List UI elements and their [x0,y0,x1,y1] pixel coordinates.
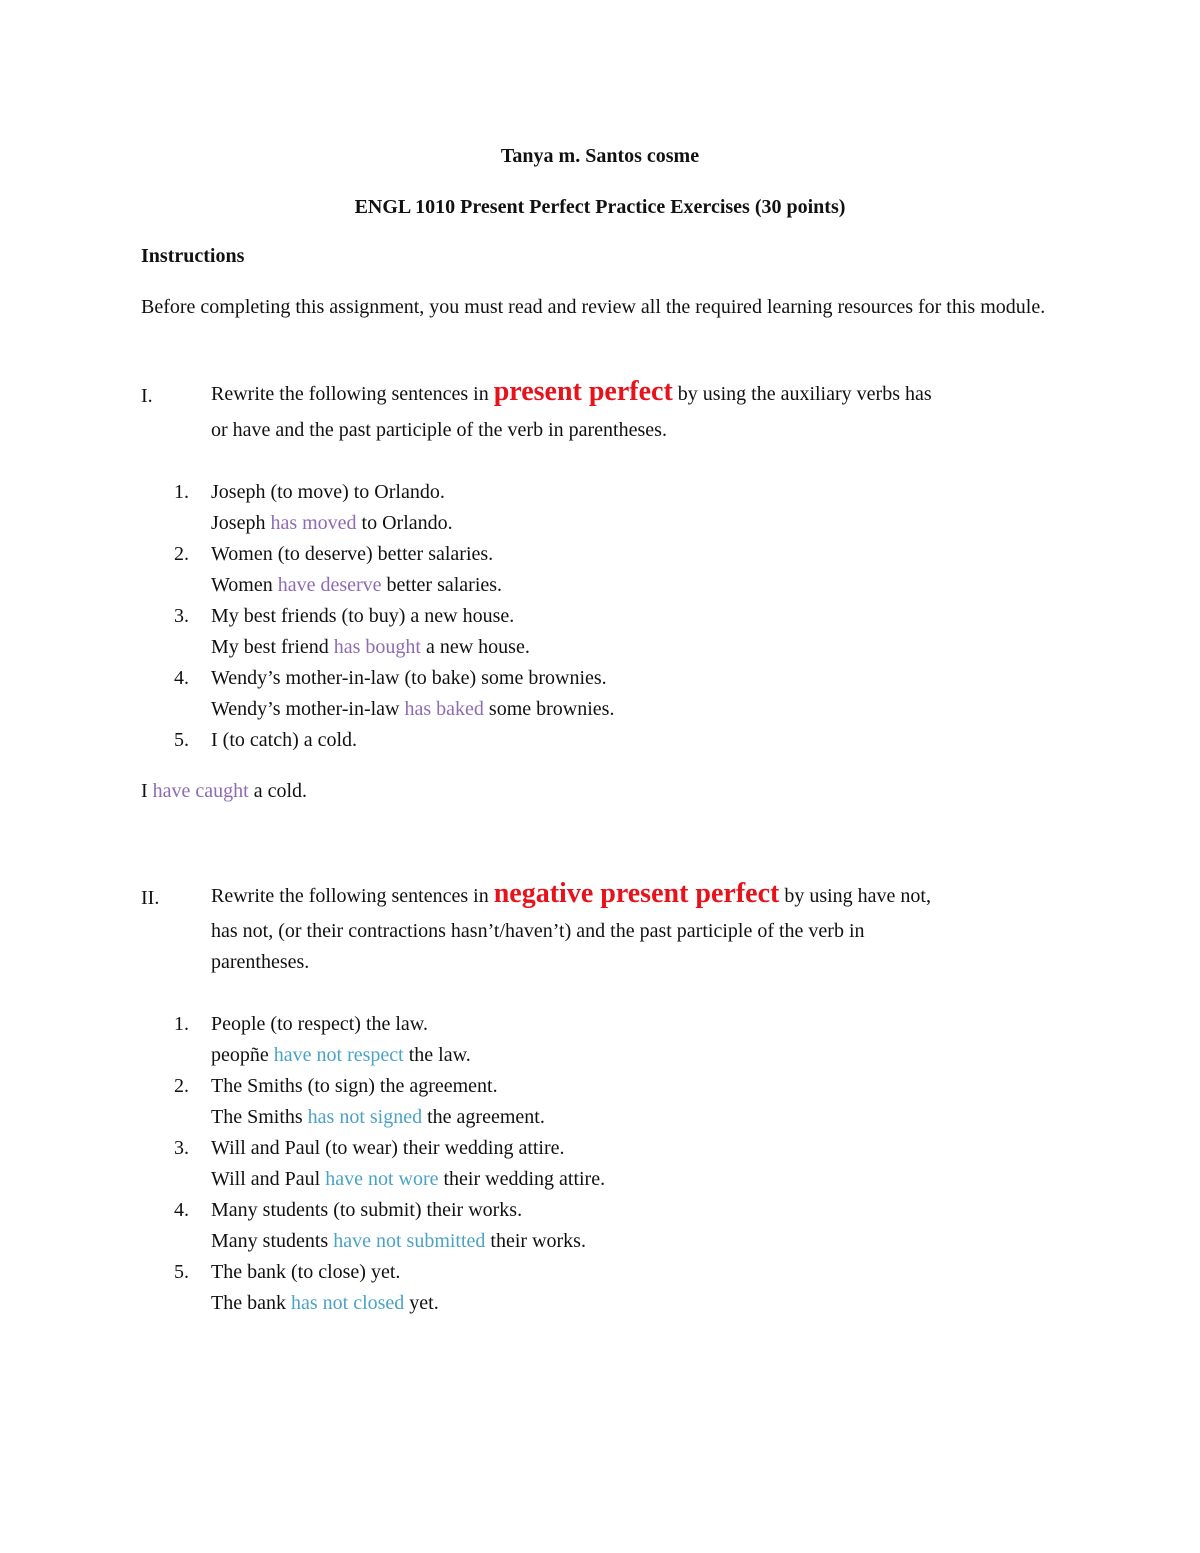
item-question: The bank (to close) yet. [211,1261,401,1283]
item-number: 2. [174,1075,189,1097]
item-answer-sentence [211,632,1111,663]
answer-suffix: a new house. [420,636,530,658]
answer-prefix: Joseph [211,512,271,534]
instructions-text: Before completing this assignment, you must read and review all the required learning resources for this module. [141,296,1046,318]
item-question: The Smiths (to sign) the agreement. [211,1075,498,1097]
item-question: I (to catch) a cold. [211,729,358,751]
answer-suffix: some brownies. [483,698,615,720]
section-1-numeral: I. [141,385,153,407]
answer-prefix: The bank [211,1292,291,1314]
prompt-emphasis: present perfect [493,376,673,407]
item-number: 1. [174,481,189,503]
answer-verb: has not signed [307,1106,423,1128]
item-question: Joseph (to move) to Orlando. [211,481,445,503]
answer-prefix: Will and Paul [211,1168,326,1190]
item-answer-sentence [211,1164,1111,1195]
answer-suffix: a cold. [248,780,308,802]
item-answer-sentence [211,508,1111,539]
answer-verb: has moved [270,512,357,534]
item-question: Wendy’s mother-in-law (to bake) some brownies. [211,667,607,689]
item-question: My best friends (to buy) a new house. [211,605,515,627]
answer-verb: have not respect [273,1044,404,1066]
item-question: Many students (to submit) their works. [211,1199,523,1221]
item-question: Will and Paul (to wear) their wedding attire. [211,1137,565,1159]
item-question: People (to respect) the law. [211,1013,428,1035]
answer-suffix: the agreement. [422,1106,545,1128]
item-answer-sentence [211,694,1111,725]
section-2-numeral: II. [141,887,160,909]
item-answer-sentence [211,1226,1111,1257]
item-number: 1. [174,1013,189,1035]
answer-verb: have not submitted [333,1230,486,1252]
prompt-text: Rewrite the following sentences in [211,885,489,907]
answer-verb: has not closed [290,1292,405,1314]
section-2-prompt-line1 [211,878,1061,912]
answer-prefix: The Smiths [211,1106,308,1128]
prompt-text: by using have not, [784,885,931,907]
item-answer-sentence [211,1102,1111,1133]
item-number: 4. [174,667,189,689]
item-number: 3. [174,605,189,627]
prompt-emphasis: negative present perfect [493,878,780,909]
answer-suffix: better salaries. [381,574,503,596]
item-number: 5. [174,729,189,751]
item-answer-sentence [211,1040,1111,1071]
answer-suffix: the law. [403,1044,471,1066]
answer-prefix: peopñe [211,1044,274,1066]
answer-suffix: yet. [404,1292,439,1314]
item-answer-sentence [141,776,1041,807]
document-title: ENGL 1010 Present Perfect Practice Exercises (30 points) [354,196,846,218]
instructions-heading: Instructions [141,245,245,267]
answer-suffix: their wedding attire. [438,1168,606,1190]
item-number: 3. [174,1137,189,1159]
section-1-prompt-line1 [211,376,1061,410]
answer-verb: have caught [152,780,249,802]
prompt-text: by using the auxiliary verbs has [677,383,932,405]
item-answer-sentence [211,1288,1111,1319]
section-1-prompt-line2: or have and the past participle of the verb in parentheses. [211,419,667,441]
answer-suffix: to Orlando. [356,512,453,534]
answer-verb: has bought [333,636,421,658]
answer-prefix: Women [211,574,278,596]
item-answer-sentence [211,570,1111,601]
answer-prefix: Wendy’s mother-in-law [211,698,405,720]
item-number: 2. [174,543,189,565]
answer-verb: have not wore [325,1168,439,1190]
answer-prefix: My best friend [211,636,334,658]
item-number: 5. [174,1261,189,1283]
answer-prefix: Many students [211,1230,334,1252]
item-number: 4. [174,1199,189,1221]
item-question: Women (to deserve) better salaries. [211,543,494,565]
section-2-prompt-line3: parentheses. [211,951,310,973]
answer-verb: have deserve [277,574,382,596]
section-2-prompt-line2: has not, (or their contractions hasn’t/haven’t) and the past participle of the verb in [211,920,865,942]
answer-verb: has baked [404,698,484,720]
author-name: Tanya m. Santos cosme [500,145,700,167]
answer-prefix: I [141,780,153,802]
answer-suffix: their works. [485,1230,586,1252]
prompt-text: Rewrite the following sentences in [211,383,489,405]
